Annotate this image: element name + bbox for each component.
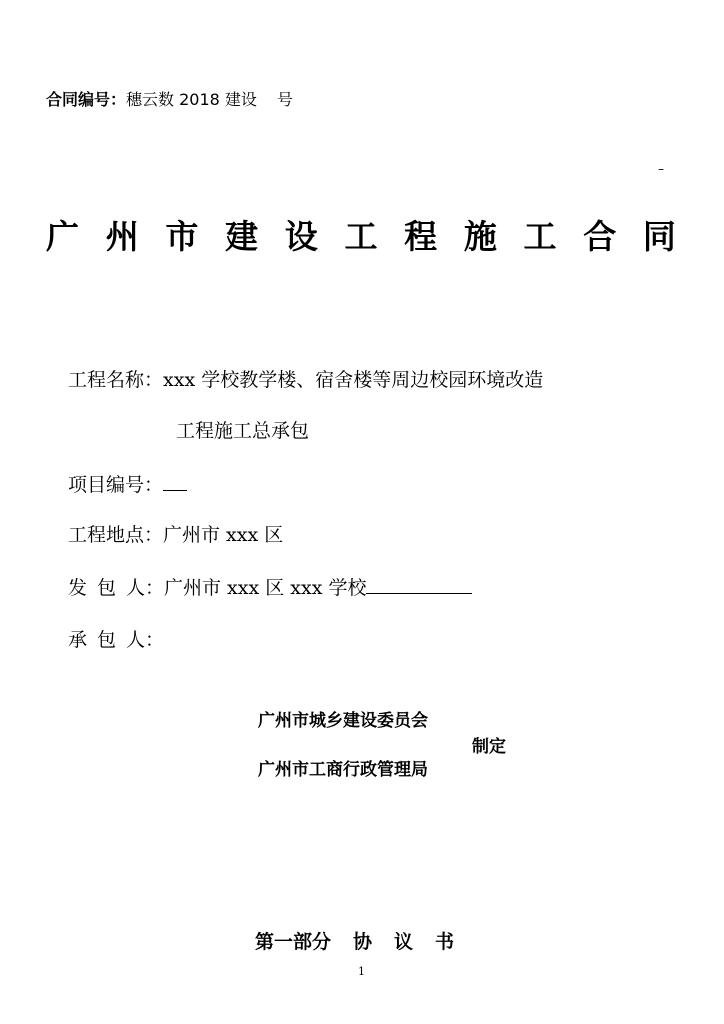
title-char: 广 — [46, 217, 79, 256]
project-location-field — [68, 522, 283, 548]
title-char: 合 — [583, 217, 617, 256]
title-char: 市 — [165, 217, 199, 256]
part-word: 协 — [353, 931, 373, 953]
title-char: 工 — [523, 217, 557, 256]
part-heading — [255, 928, 454, 956]
project-number-label: 项目编号： — [68, 474, 164, 496]
project-location-label: 工程地点： — [68, 524, 164, 546]
project-name-value: xxx 学校教学楼、宿舍楼等周边校园环境改造 — [163, 369, 544, 391]
project-name-field — [68, 367, 543, 393]
title-char: 程 — [404, 217, 438, 256]
part-word: 议 — [394, 931, 414, 953]
contractor-label-char: 人： — [126, 629, 165, 651]
contract-number-suffix: 号 — [276, 90, 293, 109]
page-number: 1 — [358, 965, 365, 978]
project-name-label: 工程名称： — [68, 369, 164, 391]
contract-number-label: 合同编号： — [46, 90, 127, 109]
title-char: 建 — [225, 217, 259, 256]
part-word: 书 — [435, 931, 455, 953]
employer-label-char: 人： — [126, 577, 165, 599]
contract-number-line — [46, 89, 293, 111]
title-char: 工 — [344, 217, 378, 256]
employer-label-char: 包 — [97, 577, 117, 599]
contractor-field — [68, 627, 164, 653]
employer-label-char: 发 — [68, 577, 88, 599]
employer-blank — [366, 575, 472, 594]
part-label: 第一部分 — [255, 931, 332, 953]
contractor-label — [68, 627, 164, 653]
project-location-value: 广州市 xxx 区 — [163, 524, 284, 546]
title-char: 同 — [642, 217, 676, 256]
issuer-suffix: 制定 — [472, 737, 506, 757]
employer-value: 广州市 xxx 区 xxx 学校 — [164, 577, 367, 599]
title-char: 施 — [463, 217, 497, 256]
contractor-label-char: 承 — [68, 629, 88, 651]
employer-field — [68, 575, 472, 601]
document-title — [46, 214, 676, 260]
dash-mark: – — [658, 162, 664, 176]
issuer-line-1: 广州市城乡建设委员会 — [258, 711, 428, 731]
project-number-blank — [163, 472, 187, 491]
title-char: 州 — [105, 217, 139, 256]
employer-label — [68, 575, 164, 601]
contractor-label-char: 包 — [97, 629, 117, 651]
project-name-value-continued: 工程施工总承包 — [176, 420, 310, 442]
project-number-field — [68, 472, 187, 498]
contract-number-value: 穗云数 2018 建设 — [126, 90, 257, 109]
issuer-line-2: 广州市工商行政管理局 — [258, 760, 428, 780]
title-char: 设 — [284, 217, 318, 256]
